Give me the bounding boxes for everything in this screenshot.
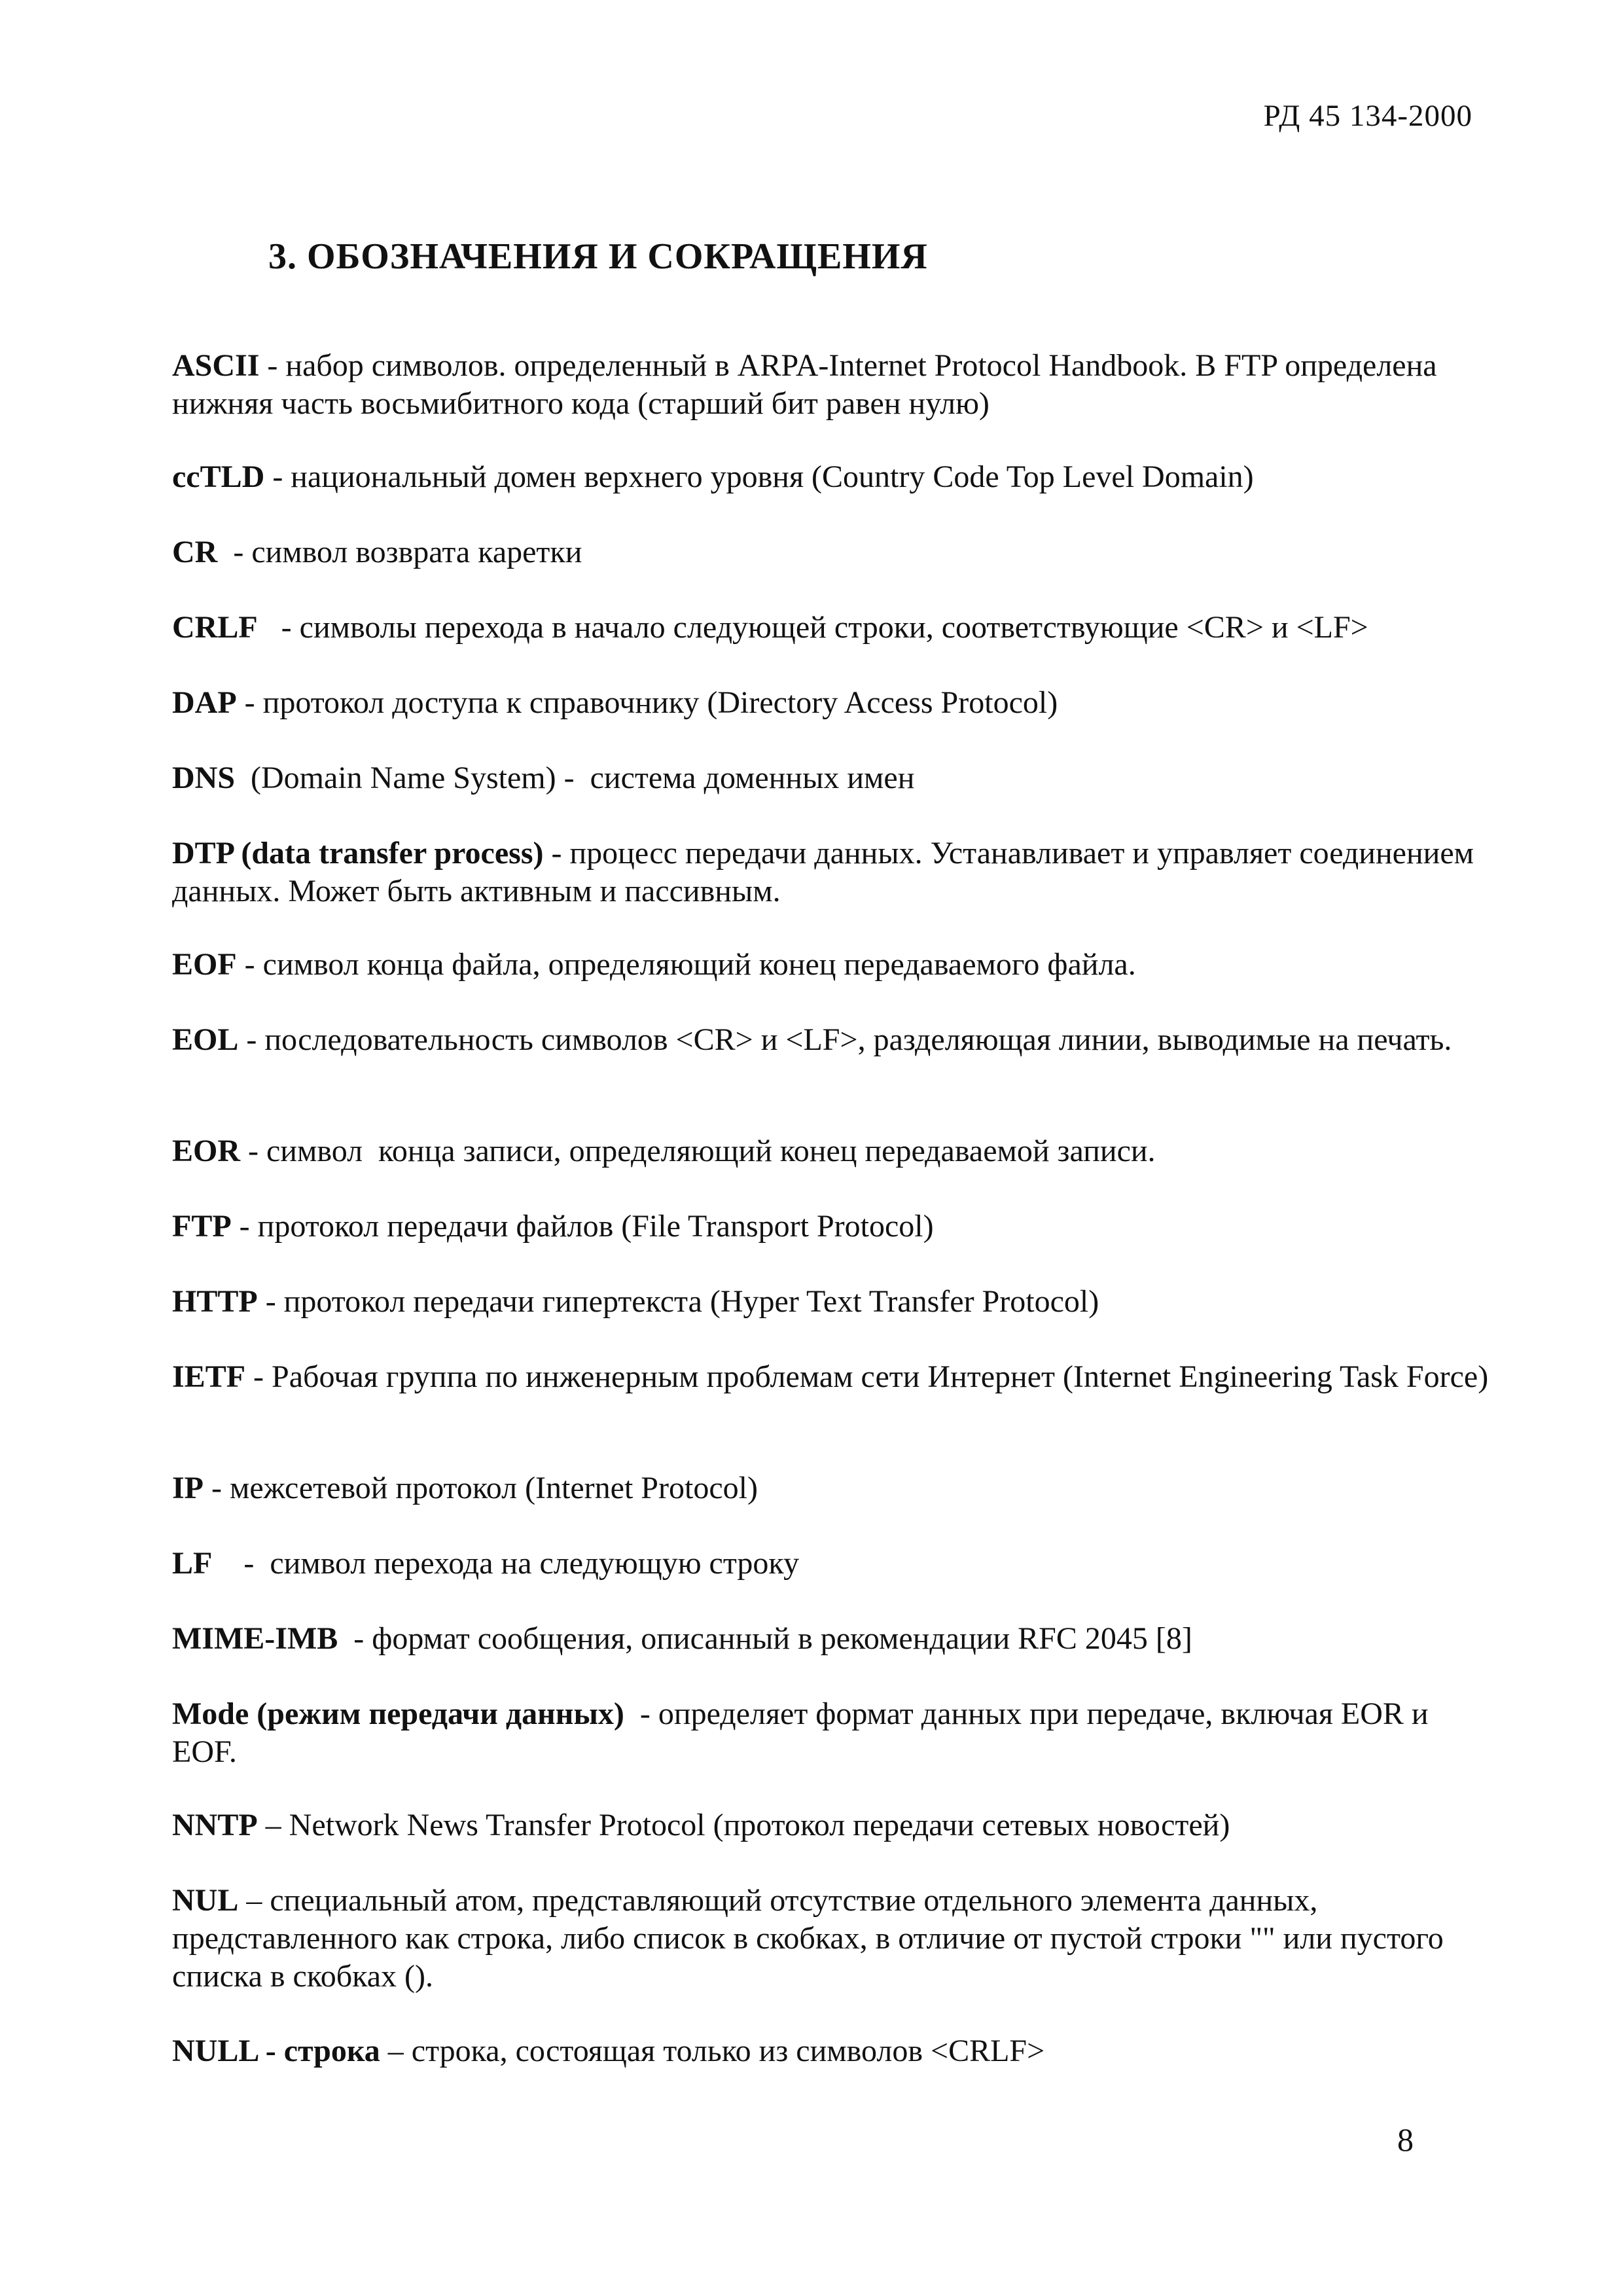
abbreviation-term: Mode (режим передачи данных) <box>172 1696 624 1731</box>
abbreviation-definition: - определяет формат данных при передаче, включая EOR и EOF. <box>172 1696 1436 1769</box>
abbreviation-term: CRLF <box>172 610 258 645</box>
abbreviation-entry-nntp <box>172 1806 1501 1844</box>
abbreviation-entry-cr <box>172 533 1501 571</box>
abbreviation-term: EOL <box>172 1022 239 1057</box>
abbreviation-entry-mode <box>172 1695 1501 1771</box>
abbreviation-term: CR <box>172 535 218 569</box>
abbreviation-definition: - протокол доступа к справочнику (Directory Access Protocol) <box>236 685 1058 720</box>
abbreviation-term: NNTP <box>172 1808 258 1842</box>
section-title: 3. ОБОЗНАЧЕНИЯ И СОКРАЩЕНИЯ <box>268 236 928 277</box>
abbreviation-definition: - межсетевой протокол (Internet Protocol) <box>204 1471 758 1505</box>
abbreviation-term: LF <box>172 1546 213 1581</box>
abbreviation-term: EOF <box>172 947 237 982</box>
abbreviation-entry-ip <box>172 1469 1501 1507</box>
abbreviation-term: MIME-IMB <box>172 1621 338 1656</box>
abbreviation-entry-dns <box>172 759 1501 797</box>
abbreviation-term: ccTLD <box>172 459 265 494</box>
abbreviation-term: DNS <box>172 761 236 795</box>
abbreviation-term: NUL <box>172 1883 239 1918</box>
abbreviation-term: HTTP <box>172 1284 258 1319</box>
abbreviation-definition: – Network News Transfer Protocol (протокол передачи сетевых новостей) <box>257 1808 1230 1842</box>
abbreviation-entry-crlf <box>172 609 1501 647</box>
abbreviation-entry-nul <box>172 1882 1501 1996</box>
abbreviation-term: FTP <box>172 1209 232 1244</box>
abbreviation-entry-dtp <box>172 834 1501 910</box>
abbreviation-entry-cctld <box>172 458 1501 496</box>
abbreviation-term: ASCII <box>172 348 260 383</box>
abbreviation-definition: - символ конца файла, определяющий конец передаваемого файла. <box>236 947 1136 982</box>
abbreviation-definition: - набор символов. определенный в ARPA-Internet Protocol Handbook. В FTP определена нижняя часть восьмибитного кода (старший бит равен нулю) <box>172 348 1437 421</box>
abbreviation-entry-ftp <box>172 1208 1501 1246</box>
abbreviation-term: IETF <box>172 1359 246 1394</box>
abbreviation-entry-mime-imb <box>172 1620 1501 1658</box>
document-code: РД 45 134-2000 <box>1263 99 1472 133</box>
abbreviation-term: NULL - строка <box>172 2034 380 2068</box>
abbreviation-definition: - формат сообщения, описанный в рекомендации RFC 2045 [8] <box>338 1621 1192 1656</box>
abbreviation-definition: - символ конца записи, определяющий конец передаваемой записи. <box>240 1134 1156 1168</box>
abbreviation-entry-eol <box>172 1021 1501 1059</box>
abbreviation-definition: - протокол передачи файлов (File Transport Protocol) <box>231 1209 934 1244</box>
abbreviation-entry-http <box>172 1283 1501 1321</box>
abbreviation-entry-ietf <box>172 1358 1501 1396</box>
page-number: 8 <box>1397 2121 1414 2158</box>
abbreviation-entry-eof <box>172 946 1501 984</box>
abbreviation-term: EOR <box>172 1134 241 1168</box>
abbreviation-entry-lf <box>172 1545 1501 1583</box>
abbreviation-term: IP <box>172 1471 204 1505</box>
abbreviation-definition: - последовательность символов <CR> и <LF>, разделяющая линии, выводимые на печать. <box>238 1022 1452 1057</box>
abbreviation-definition: - протокол передачи гипертекста (Hyper Text Transfer Protocol) <box>257 1284 1099 1319</box>
abbreviation-entry-dap <box>172 684 1501 722</box>
abbreviation-entry-null-string <box>172 2032 1501 2070</box>
abbreviation-definition: – строка, состоящая только из символов <CRLF> <box>380 2034 1045 2068</box>
abbreviation-definition: - символ перехода на следующую строку <box>212 1546 800 1581</box>
abbreviation-term: DAP <box>172 685 237 720</box>
abbreviation-definition: - Рабочая группа по инженерным проблемам сети Интернет (Internet Engineering Task Force) <box>245 1359 1489 1394</box>
abbreviation-definition: (Domain Name System) - система доменных имен <box>235 761 915 795</box>
abbreviation-term: DTP (data transfer process) <box>172 836 544 870</box>
abbreviation-definition: - символ возврата каретки <box>217 535 582 569</box>
abbreviation-definition: – специальный атом, представляющий отсутствие отдельного элемента данных, представленного как строка, либо список в скобках, в отличие от пустой строки "" или пустого списка в скобках (). <box>172 1883 1444 1994</box>
abbreviation-definition: - национальный домен верхнего уровня (Country Code Top Level Domain) <box>264 459 1254 494</box>
abbreviation-entry-eor <box>172 1132 1501 1170</box>
abbreviation-definition: - процесс передачи данных. Устанавливает и управляет соединением данных. Может быть активным и пассивным. <box>172 836 1474 908</box>
abbreviation-definition: - символы перехода в начало следующей строки, соответствующие <CR> и <LF> <box>257 610 1368 645</box>
abbreviation-entry-ascii <box>172 347 1501 423</box>
